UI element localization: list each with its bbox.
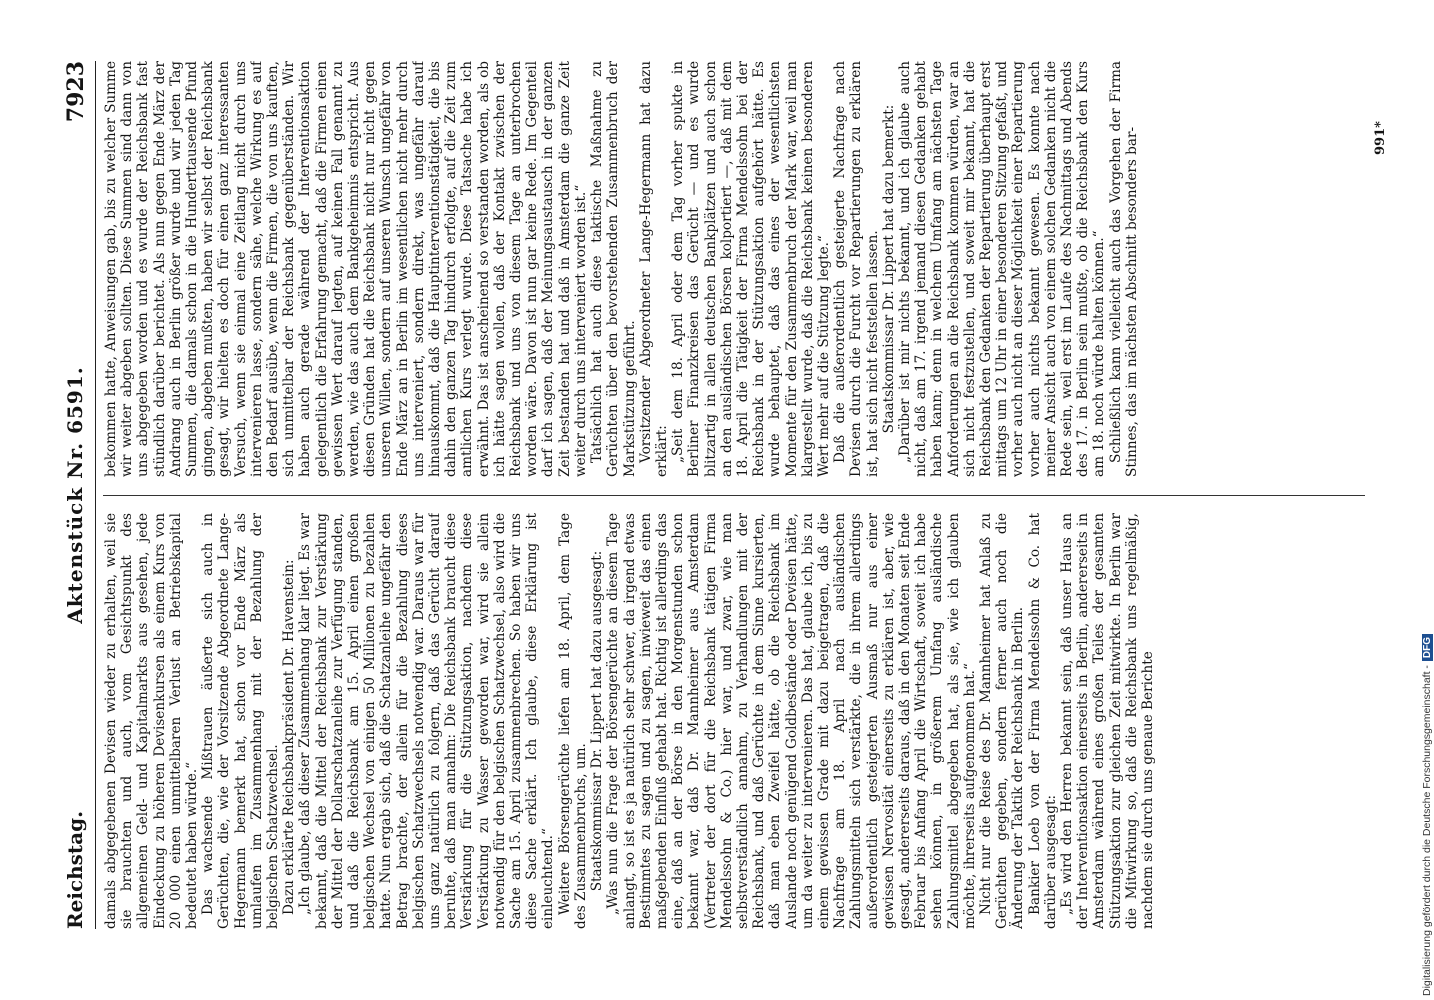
quote-paragraph: „Es wird den Herren bekannt sein, daß unser Haus an der Interventionsaktion einerseits in Berlin, andererseits in Amsterdam während eines großen Teiles der gesamten Stützungsaktion zur gleichen Zeit mitwirkte. In Berlin war die Mitwirkung so, daß die Reichsbank uns regelmäßig, nachdem sie durch uns genaue Berichte [1058,513,1156,929]
column-divider [103,495,1365,496]
dfg-logo: DFG [1422,634,1433,661]
page-header [59,61,96,929]
speaker-line: Staatskommissar Dr. Lippert hat dazu bemerkt: [880,104,897,434]
document-page [55,55,1405,935]
paragraph: Schließlich kann vielleicht auch das Vorgehen der Firma Stinnes, das im nächsten Abschnitt besonders bar- [1107,61,1140,477]
quote-paragraph: „Was nun die Frage der Börsengerüchte an diesem Tage anlangt, so ist es ja natürlich sehr schwer, da irgend etwas Bestimmtes zu sagen und zu sagen, inwieweit das einen maßgebenden Einfluß gehabt hat. Richtig ist allerdings das eine, daß an der Börse in den Morgenstunden schon bekannt war, daß Dr. Mannheimer aus Amsterdam (Vertreter der dort für die Reichsbank tätigen Firma Mendelssohn & Co.) hier war, und zwar, wie man selbstverständlich annahm, zu Verhandlungen mit der Reichsbank, und daß Gerüchte in dem Sinne kursierten, daß man eben Zweifel hätte, ob die Reichsbank im Auslande noch genügend Goldbestände oder Devisen hätte, um da weiter zu intervenieren. Das hat, glaube ich, bis zu einem gewissen Grade mit dazu beigetragen, daß die Nachfrage am 18. April nach ausländischen Zahlungsmitteln sich verstärkte, die in ihrem allerdings außerordentlich gesteigerten Ausmaß nur aus einer gewissen Nervosität einerseits zu erklären ist, aber, wie gesagt, andererseits daraus, daß in den Monaten seit Ende Februar bis Anfang April die Wirtschaft, soweit ich habe sehen können, in größerem Umfang ausländische Zahlungsmittel abgegeben hat, als sie, wie ich glauben möchte, ihrerseits aufgenommen hat.“ [605,513,978,929]
digitization-credit [1418,6,1434,996]
paragraph: damals abgegebenen Devisen wieder zu erhalten, weil sie sie brauchten und auch, vom Gesichtspunkt des allgemeinen Geld- und Kapitalmarkts aus gesehen, jede Eindeckung zu höheren Devisenkursen als einem Kurs von 20 000 einen unmittelbaren Verlust an Betriebskapital bedeutet haben würde.“ [103,513,201,929]
document-number: Aktenstück Nr. 6591. [63,366,87,624]
right-column [103,61,1365,477]
paragraph: Daß die außerordentlich gesteigerte Nachfrage nach Devisen durch die Furcht vor Repartierungen zu erklären ist, hat sich nicht feststellen lassen. [832,61,881,477]
quote-paragraph: „Seit dem 18. April oder dem Tag vorher spukte in Berliner Finanzkreisen das Gerücht — und es wurde blitzartig in allen deutschen Bankplätzen und auch schon an den ausländischen Börsen kolportiert —, daß mit dem 18. April die Tätigkeit der Firma Mendelssohn bei der Reichsbank in der Stützungsaktion aufgehört hätte. Es wurde behauptet, daß das eines der wesentlichsten Momente für den Zusammenbruch der Mark war, weil man klargestellt wurde, daß die Reichsbank keinen besonderen Wert mehr auf die Stützung legte.“ [670,61,832,477]
left-column [103,513,1365,929]
paragraph: Dazu erklärte Reichsbankpräsident Dr. Havenstein: [281,559,298,915]
speaker-line: Staatskommissar Dr. Lippert hat dazu ausgesagt: [589,550,606,892]
quote-paragraph: „Ich glaube, daß dieser Zusammenhang klar liegt. Es war bekannt, daß die Mittel der Reichsbank zur Verstärkung der Mittel der Dollarschatzanleihe zur Verfügung standen, und daß die Reichsbank am 15. April einen großen belgischen Wechsel von einigen 50 Millionen zu bezahlen hatte. Nun ergab sich, daß die Schatzanleihe ungefähr den Betrag brachte, der allein für die Bezahlung dieses belgischen Schatzwechsels notwendig war. Daraus war für uns ganz natürlich zu folgern, daß das Gerücht darauf beruhte, daß man annahm: Die Reichsbank braucht diese Verstärkung für die Stützungsaktion, nachdem diese Verstärkung zu Wasser geworden war, wird sie allein notwendig für den belgischen Schatzwechsel, also wird die Sache am 15. April zusammenbrechen. So haben wir uns diese Sache erklärt. Ich glaube, diese Erklärung ist einleuchtend.“ [297,513,557,929]
credit-text: Digitalisierung gefördert durch die Deutsche Forschungsgemeinschaft - [1421,665,1433,996]
paragraph: Weitere Börsengerüchte liefen am 18. April, dem Tage des Zusammenbruchs, um. [556,513,589,929]
paragraph: bekommen hatte, Anweisungen gab, bis zu welcher Summe wir weiter abgeben sollten. Diese Summen sind dann von uns abgegeben worden und es wurde der Reichsbank fast stündlich darüber berichtet. Als nun gegen Ende März der Andrang auch in Berlin größer wurde und wir jeden Tag Summen, die damals schon in die Hunderttausende Pfund gingen, abgeben mußten, haben wir selbst der Reichsbank gesagt, wir hielten es doch für einen ganz interessanten Versuch, wenn sie einmal eine Zeitlang nicht durch uns intervenieren lasse, sondern sähe, welche Wirkung es auf den Bedarf ausübe, wenn die Firmen, die von uns kauften, sich unmittelbar der Reichsbank gegenüberständen. Wir haben auch gerade während der Interventionsaktion gelegentlich die Erfahrung gemacht, daß die Firmen einen gewissen Wert darauf legten, auf keinen Fall genannt zu werden, wie das auch dem Bankgeheimnis entspricht. Aus diesen Gründen hat die Reichsbank nicht nur nicht gegen unseren Willen, sondern auf unseren Wunsch ungefähr von Ende März an in Berlin im wesentlichen nicht mehr durch uns interveniert, sondern direkt, was ungefähr darauf hinauskommt, daß die Hauptinterventionstätigkeit, die bis dahin den ganzen Tag hindurch erfolgte, auf die Zeit zum amtlichen Kurs verlegt wurde. Diese Tatsache habe ich erwähnt. Das ist anscheinend so verstanden worden, als ob ich hätte sagen wollen, daß der Kontakt zwischen der Reichsbank und uns von diesem Tage an unterbrochen worden wäre. Davon ist nun gar keine Rede. Im Gegenteil darf ich sagen, daß der Meinungsaustausch in der ganzen Zeit bestanden hat und daß in Amsterdam die ganze Zeit weiter durch uns interveniert worden ist.“ [103,61,589,477]
speaker-line: Vorsitzender Abgeordneter Lange-Hegermann hat dazu erklärt: [637,61,670,477]
paragraph: Das wachsende Mißtrauen äußerte sich auch in Gerüchten, die, wie der Vorsitzende Abgeordnete Lange-Hegermann bemerkt hat, schon vor Ende März als umlaufen im Zusammenhang mit der Bezahlung der belgischen Schatzwechsel. [200,513,282,929]
signature-mark: 991* [1373,121,1388,155]
paragraph: Nicht nur die Reise des Dr. Mannheimer hat Anlaß zu Gerüchten gegeben, sondern ferner auch noch die Änderung der Taktik der Reichsbank in Berlin. [977,513,1027,929]
page-number: 7923 [63,61,89,123]
speaker-line: Bankier Loeb von der Firma Mendelssohn & Co. hat darüber ausgesagt: [1026,513,1059,929]
paragraph: Tatsächlich hat auch diese taktische Maßnahme zu Gerüchten über den bevorstehenden Zusammenbruch der Markstützung geführt. [589,61,638,477]
header-title: Reichstag. [63,810,87,929]
quote-paragraph: „Darüber ist mir nichts bekannt, und ich glaube auch nicht, daß am 17. irgend jemand diesen Gedanken gehabt haben kann; denn in welchem Umfang am nächsten Tage Anforderungen an die Reichsbank kommen würden, war an sich nicht festzustellen, und soweit mir bekannt, hat die Reichsbank den Gedanken der Repartierung überhaupt erst mittags um 12 Uhr in einer besonderen Sitzung gefaßt, und vorher auch nicht an dieser Möglichkeit einer Repartierung vorher auch nichts bekannt gewesen. Es konnte nach meiner Ansicht auch von einem solchen Gedanken nicht die Rede sein, weil erst im Laufe des Nachmittags und Abends des 17. in Berlin sein mußte, ob die Reichsbank den Kurs am 18. noch würde halten können.“ [896,61,1108,477]
